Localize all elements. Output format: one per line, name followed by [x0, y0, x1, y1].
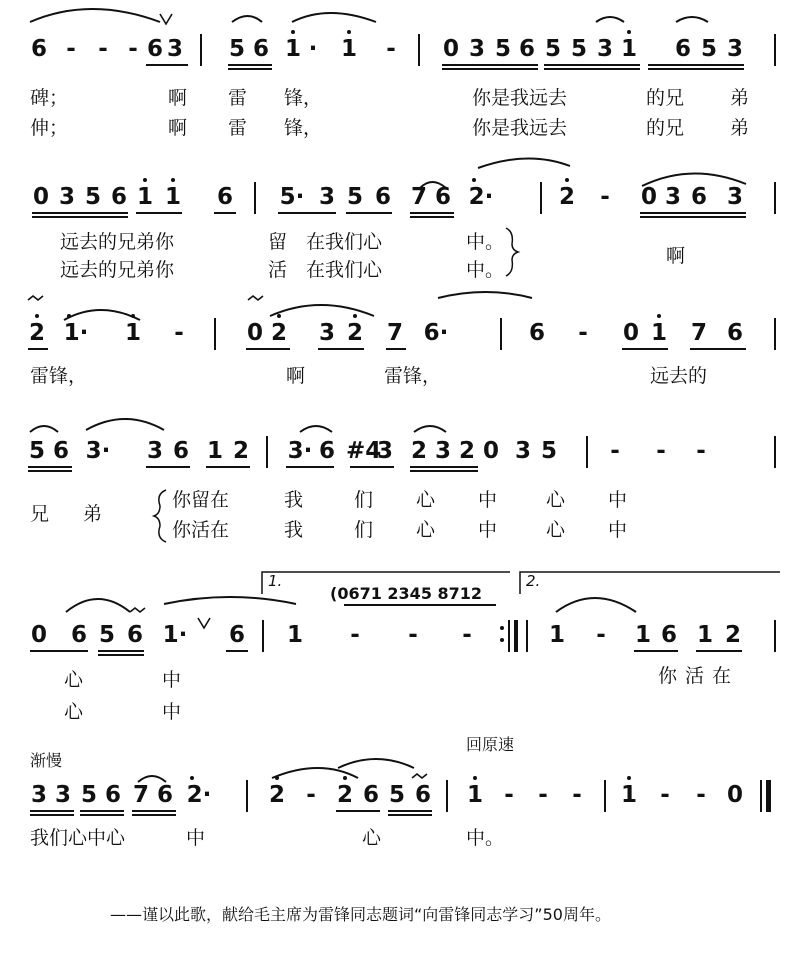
note: - — [696, 438, 706, 464]
underline — [410, 466, 478, 468]
final-barline — [760, 780, 762, 812]
underline — [228, 64, 272, 66]
lyric: 心 — [64, 669, 84, 691]
note: 1 — [634, 622, 651, 648]
underline — [648, 68, 744, 70]
note: 6· — [423, 320, 449, 346]
lyric: 心 — [362, 827, 382, 849]
barline — [500, 318, 502, 350]
underline — [344, 604, 496, 606]
barline — [254, 182, 256, 214]
high-dot — [277, 314, 281, 318]
underline — [98, 650, 144, 652]
note: 1 — [466, 782, 483, 808]
lyric: 心 — [546, 489, 566, 511]
underline — [622, 348, 668, 350]
underline — [98, 654, 144, 656]
underline — [32, 216, 128, 218]
lyric: 碑； — [30, 87, 69, 109]
lyric: 中 — [162, 669, 182, 691]
underline — [228, 68, 272, 70]
lyric: 你留在 — [172, 489, 230, 511]
underline — [226, 650, 248, 652]
lyric: 远去的兄弟你 — [60, 231, 175, 253]
underline — [388, 810, 432, 812]
high-dot — [657, 314, 661, 318]
note: 5 — [228, 36, 245, 62]
note: 6 — [104, 782, 121, 808]
note: 2 — [336, 782, 353, 808]
underline — [132, 810, 176, 812]
note: 1· — [162, 622, 188, 648]
note: 2 — [268, 782, 285, 808]
lyric: 啊 — [168, 87, 188, 109]
barline — [526, 620, 528, 652]
underline — [410, 216, 454, 218]
note: 0 — [622, 320, 639, 346]
underline — [318, 348, 364, 350]
note: - — [98, 36, 108, 62]
note: 0 — [726, 782, 743, 808]
note: 1 — [340, 36, 357, 62]
lyric: 啊 — [666, 245, 686, 267]
lyric: 留 — [268, 231, 288, 253]
lyric: 中 — [478, 489, 498, 511]
note: 0 — [442, 36, 459, 62]
note: 6 — [374, 184, 391, 210]
barline — [200, 34, 202, 66]
note: 2 — [28, 320, 45, 346]
lyric: 你活在 — [172, 519, 230, 541]
underline — [634, 650, 678, 652]
underline — [544, 64, 640, 66]
lyric: 弟 — [730, 87, 750, 109]
note: 3· — [287, 438, 313, 464]
note: - — [538, 782, 548, 808]
lyric: 中 — [608, 519, 628, 541]
note: 6 — [228, 622, 245, 648]
note: 5 — [540, 438, 557, 464]
lyric: 你活在 — [658, 665, 740, 687]
lyric: 锋， — [284, 87, 323, 109]
note: - — [128, 36, 138, 62]
note: 6 — [660, 622, 677, 648]
underline — [132, 814, 176, 816]
note: - — [66, 36, 76, 62]
note: 3 — [146, 438, 163, 464]
lyric: 你是我远去 — [472, 87, 568, 109]
note: - — [386, 36, 396, 62]
underline — [544, 68, 640, 70]
note: 0 — [30, 622, 47, 648]
barline — [774, 436, 776, 468]
lyric: 活 — [268, 259, 288, 281]
note: 6 — [414, 782, 431, 808]
underline — [30, 814, 74, 816]
underline — [206, 466, 250, 468]
lyric: 远去的兄弟你 — [60, 259, 175, 281]
note: 2· — [186, 782, 212, 808]
lyric: 心 — [64, 701, 84, 723]
note: 6 — [528, 320, 545, 346]
note: - — [408, 622, 418, 648]
lyric: 中 — [162, 701, 182, 723]
note: 1 — [696, 622, 713, 648]
lyric: 的兄 — [646, 117, 685, 139]
note: 6 — [362, 782, 379, 808]
high-dot — [473, 776, 477, 780]
high-dot — [291, 30, 295, 34]
note: 2 — [270, 320, 287, 346]
note: 3 — [468, 36, 485, 62]
note: 1 — [620, 36, 637, 62]
note: 6 — [70, 622, 87, 648]
repeat-barline — [508, 620, 510, 652]
note: 6 — [156, 782, 173, 808]
lyric: 的兄 — [646, 87, 685, 109]
note: - — [656, 438, 666, 464]
note: 5 — [98, 622, 115, 648]
note: 5 — [28, 438, 45, 464]
note: 3· — [85, 438, 111, 464]
lyric: 我 — [284, 519, 304, 541]
barline — [774, 620, 776, 652]
underline — [146, 64, 188, 66]
lyric: 雷锋， — [30, 365, 88, 387]
high-dot — [275, 776, 279, 780]
note: 6 — [726, 320, 743, 346]
note: 5· — [279, 184, 305, 210]
lyric: 锋， — [284, 117, 323, 139]
note: - — [504, 782, 514, 808]
lyric: 中。 — [466, 827, 505, 849]
note: 2 — [346, 320, 363, 346]
note: 0 — [246, 320, 263, 346]
note: 2· — [468, 184, 494, 210]
note: 1 — [620, 782, 637, 808]
barline — [540, 182, 542, 214]
note: 1 — [548, 622, 565, 648]
note: 3 — [596, 36, 613, 62]
interlude-text: (0671 2345 8712 — [330, 584, 483, 603]
note: 5 — [346, 184, 363, 210]
underline — [214, 212, 236, 214]
note: - — [596, 622, 606, 648]
note: 6 — [146, 36, 163, 62]
underline — [30, 650, 88, 652]
note: 3 — [30, 782, 47, 808]
note: 3 — [166, 36, 183, 62]
high-dot — [171, 178, 175, 182]
lyric: 我们心中心 — [30, 827, 126, 849]
note: - — [174, 320, 184, 346]
note: 1 — [284, 36, 301, 62]
note: 2 — [558, 184, 575, 210]
note: 2 — [410, 438, 427, 464]
note: 5 — [570, 36, 587, 62]
tempo-marking-a-tempo: 回原速 — [466, 735, 515, 754]
barline — [418, 34, 420, 66]
lyric: 心 — [416, 489, 436, 511]
note: 6 — [690, 184, 707, 210]
note: 1 — [650, 320, 667, 346]
high-dot — [343, 776, 347, 780]
note: - — [306, 782, 316, 808]
note: 3 — [726, 184, 743, 210]
note: - — [572, 782, 582, 808]
underline — [640, 216, 746, 218]
note: 2 — [724, 622, 741, 648]
note: 6 — [110, 184, 127, 210]
note: 5 — [84, 184, 101, 210]
note: 1 — [286, 622, 303, 648]
underline — [286, 466, 334, 468]
note: 3 — [664, 184, 681, 210]
underline — [80, 814, 124, 816]
lyric: 伸； — [30, 117, 69, 139]
barline — [604, 780, 606, 812]
high-dot — [627, 776, 631, 780]
lyric: 在我们心 — [306, 231, 383, 253]
lyric: 远去的 — [650, 365, 708, 387]
note: 3 — [726, 36, 743, 62]
underline — [442, 68, 538, 70]
note: 1 — [136, 184, 153, 210]
lyric: 啊 — [168, 117, 188, 139]
lyric: 你是我远去 — [472, 117, 568, 139]
note: 5 — [544, 36, 561, 62]
underline — [246, 348, 290, 350]
note: 7 — [690, 320, 707, 346]
note: 2 — [458, 438, 475, 464]
note: 5 — [80, 782, 97, 808]
repeat-dot — [500, 638, 504, 642]
note: 6 — [518, 36, 535, 62]
repeat-barline — [514, 620, 518, 652]
note: - — [462, 622, 472, 648]
note: - — [660, 782, 670, 808]
note: 0 — [640, 184, 657, 210]
ending-1-label: 1. — [268, 572, 283, 590]
lyric: 中 — [478, 519, 498, 541]
note: 6 — [434, 184, 451, 210]
barline — [246, 780, 248, 812]
underline — [30, 810, 74, 812]
note: 1 — [206, 438, 223, 464]
repeat-dot — [500, 626, 504, 630]
lyric: 们 — [354, 519, 374, 541]
underline — [410, 470, 478, 472]
barline — [266, 436, 268, 468]
note: 7 — [386, 320, 403, 346]
note: #4 — [346, 438, 382, 464]
note: 3 — [434, 438, 451, 464]
note: 3 — [58, 184, 75, 210]
lyric: 雷 — [228, 87, 248, 109]
lyric: 兄 弟 — [30, 503, 117, 525]
lyric: 我 — [284, 489, 304, 511]
high-dot — [353, 314, 357, 318]
underline — [696, 650, 742, 652]
note: 6 — [126, 622, 143, 648]
barline — [586, 436, 588, 468]
underline — [146, 466, 190, 468]
note: 5 — [388, 782, 405, 808]
lyric: 弟 — [730, 117, 750, 139]
lyric: 中。 — [466, 259, 505, 281]
note: 6 — [674, 36, 691, 62]
high-dot — [143, 178, 147, 182]
underline — [690, 348, 746, 350]
note: 3 — [514, 438, 531, 464]
note: 6 — [172, 438, 189, 464]
note: 6 — [52, 438, 69, 464]
lyric: 在我们心 — [306, 259, 383, 281]
lyric: 啊 — [286, 365, 306, 387]
lyric: 中 — [186, 827, 206, 849]
barline — [774, 182, 776, 214]
lyric: 们 — [354, 489, 374, 511]
note: - — [578, 320, 588, 346]
lyric: 雷锋， — [384, 365, 442, 387]
note: - — [696, 782, 706, 808]
barline — [262, 620, 264, 652]
high-dot — [472, 178, 476, 182]
dedication-note: ——谨以此歌，献给毛主席为雷锋同志题词“向雷锋同志学习”50周年。 — [110, 905, 611, 924]
underline — [32, 212, 128, 214]
final-barline — [766, 780, 771, 812]
note: 1 — [124, 320, 141, 346]
underline — [442, 64, 538, 66]
note: 7 — [410, 184, 427, 210]
high-dot — [627, 30, 631, 34]
high-dot — [565, 178, 569, 182]
note: - — [610, 438, 620, 464]
lyric: 雷 — [228, 117, 248, 139]
barline — [446, 780, 448, 812]
note: 6 — [318, 438, 335, 464]
barline — [774, 318, 776, 350]
note: · — [308, 36, 318, 62]
high-dot — [190, 776, 194, 780]
high-dot — [35, 314, 39, 318]
high-dot — [347, 30, 351, 34]
note: 2 — [232, 438, 249, 464]
ending-2-label: 2. — [526, 572, 541, 590]
note: 7 — [132, 782, 149, 808]
note: 0 — [32, 184, 49, 210]
underline — [386, 348, 406, 350]
underline — [388, 814, 432, 816]
underline — [346, 212, 392, 214]
underline — [28, 348, 48, 350]
note: 3 — [318, 184, 335, 210]
note: 1· — [63, 320, 89, 346]
note: 5 — [494, 36, 511, 62]
note: 5 — [700, 36, 717, 62]
note: 1 — [164, 184, 181, 210]
lyric: 中。 — [466, 231, 505, 253]
note: 3 — [376, 438, 393, 464]
note: - — [600, 184, 610, 210]
high-dot — [131, 314, 135, 318]
underline — [350, 466, 394, 468]
underline — [136, 212, 182, 214]
underline — [648, 64, 744, 66]
note: 3 — [318, 320, 335, 346]
lyric: 心 — [546, 519, 566, 541]
underline — [410, 212, 454, 214]
barline — [214, 318, 216, 350]
underline — [80, 810, 124, 812]
high-dot — [67, 314, 71, 318]
note: 0 — [482, 438, 499, 464]
underline — [278, 212, 336, 214]
underline — [28, 470, 72, 472]
note: 6 — [252, 36, 269, 62]
note: 3 — [54, 782, 71, 808]
lyric: 心 — [416, 519, 436, 541]
note: - — [350, 622, 360, 648]
underline — [336, 810, 380, 812]
underline — [640, 212, 746, 214]
note: 6 — [216, 184, 233, 210]
tempo-marking-ritardando: 渐慢 — [30, 751, 63, 770]
underline — [28, 466, 72, 468]
note: 6 — [30, 36, 47, 62]
barline — [774, 34, 776, 66]
lyric: 中 — [608, 489, 628, 511]
